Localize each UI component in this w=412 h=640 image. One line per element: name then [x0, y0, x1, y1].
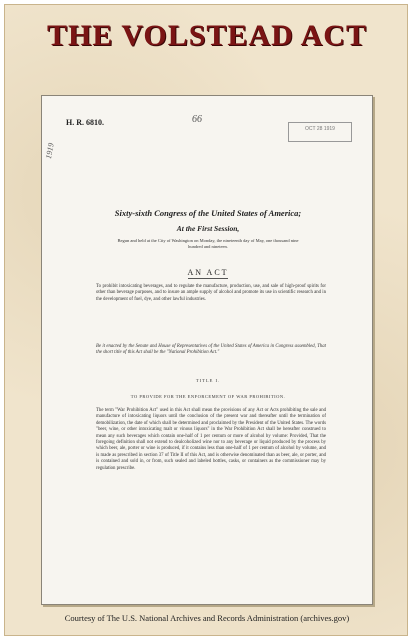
title-heading: TITLE I.	[195, 378, 221, 383]
begun-text: Begun and held at the City of Washington on Monday, the nineteenth day of May, one thousand nine hundred and nineteen.	[117, 238, 299, 249]
poster-title: THE VOLSTEAD ACT	[47, 19, 367, 52]
section-heading: TO PROVIDE FOR THE ENFORCEMENT OF WAR PROHIBITION.	[130, 394, 286, 399]
congress-heading: Sixty-sixth Congress of the United States of America;	[114, 208, 302, 218]
body-paragraph: The term "War Prohibition Act" used in this Act shall mean the provisions of any Act or Acts prohibiting the sale and manufacture of intoxicating liquors until the conclusion of the present war and thereafter until the termination of demobilization, the date of which shall be determined and proclaimed by the President of the United States. The words "beer, wine, or other intoxicating malt or vinous liquors" in the War Prohibition Act shall be hereafter construed to mean any such beverages which contain one-half of 1 per centum or more of alcohol by volume: Provided, That the foregoing definition shall not extend to dealcoholized wine nor to any beverage or liquid produced by the process by which beer, ale, porter or wine is produced, if it contains less than one-half of 1 per centum of alcohol by volume, and is made as prescribed in section 37 of Title II of this Act, and is otherwise denominated than as beer, ale, or porter, and is contained and sold in, or from, such sealed and labeled bottles, casks, or containers as the commissioner may by regulation prescribe.	[96, 408, 326, 471]
session-heading: At the First Session,	[176, 224, 240, 233]
poster	[4, 4, 408, 636]
enacting-clause: Be it enacted by the Senate and House of Representatives of the United States of America in Congress assembled, That the short title of this Act shall be the "National Prohibition Act."	[96, 344, 326, 356]
act-divider	[188, 278, 228, 279]
purpose-paragraph: To prohibit intoxicating beverages, and to regulate the manufacture, production, use, and sale of high-proof spirits for other than beverage purposes, and to insure an ample supply of alcohol and promote its use in scientific research and in the development of fuel, dye, and other lawful industries.	[96, 284, 326, 302]
handwritten-number: 66	[192, 114, 202, 125]
received-stamp: OCT 28 1919	[288, 122, 352, 142]
credit-line: Courtesy of The U.S. National Archives and Records Administration (archives.gov)	[64, 613, 350, 623]
document-image	[41, 95, 373, 605]
act-heading: AN ACT	[187, 268, 229, 277]
bill-number: H. R. 6810.	[66, 118, 104, 127]
side-handwritten-note: 1919	[44, 142, 56, 160]
